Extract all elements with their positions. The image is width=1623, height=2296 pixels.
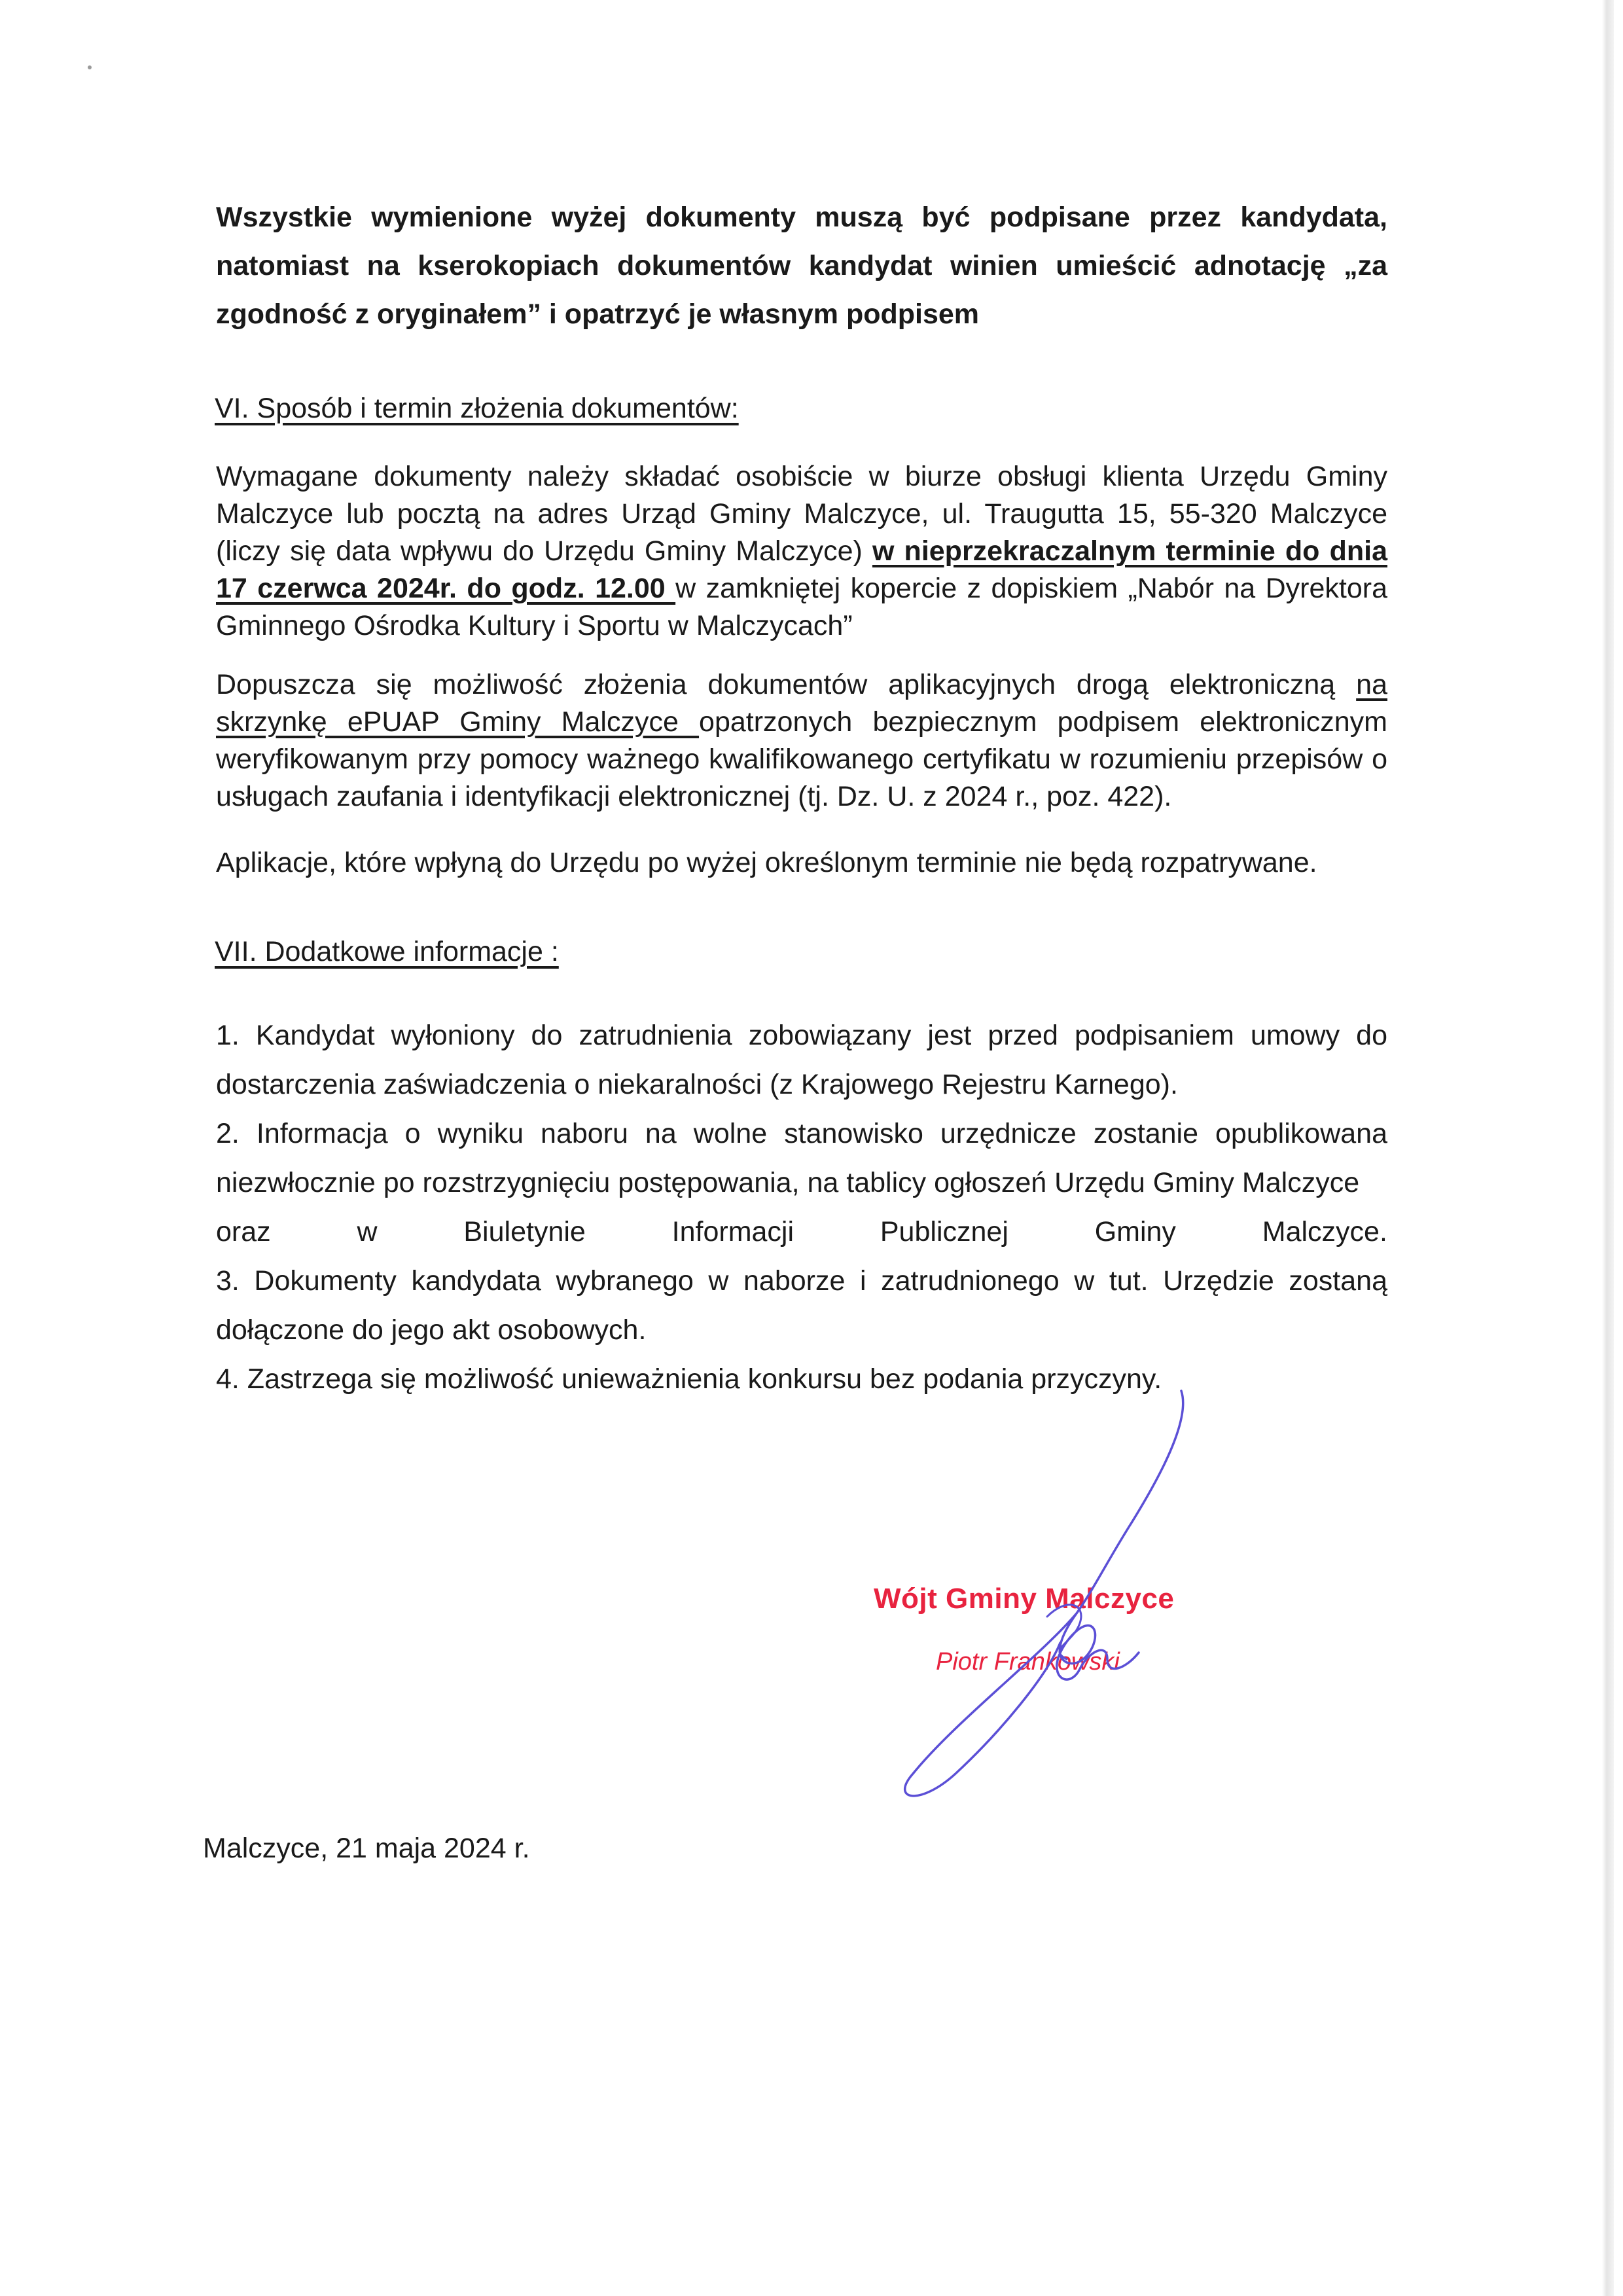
section-7-heading: VII. Dodatkowe informacje :: [215, 936, 559, 967]
scan-speck: [88, 65, 92, 69]
late-applications-paragraph: Aplikacje, które wpłyną do Urzędu po wyżej określonym terminie nie będą rozpatrywane.: [216, 847, 1317, 878]
list-item-2: 2. Informacja o wyniku naboru na wolne stanowisko urzędnicze zostanie opublikowana niezwłocznie po rozstrzygnięciu postępowania, na tablicy ogłoszeń Urzędu Gminy Malczyce: [216, 1118, 1387, 1198]
submission-paragraph: [216, 458, 1387, 645]
electronic-submission-paragraph: [216, 666, 1387, 816]
electronic-text-end: opatrzonych bezpiecznym podpisem elektronicznym weryfikowanym przy pomocy ważnego kwalifikowanego certyfikatu w rozumieniu przepisów o usługach zaufania i identyfikacji elektronicznej (tj. Dz. U. z 2024 r., poz. 422).: [216, 706, 1387, 812]
list-item-4: 4. Zastrzega się możliwość unieważnienia konkursu bez podania przyczyny.: [216, 1363, 1162, 1395]
list-item-2-last-line: [216, 1208, 1387, 1257]
submission-deadline: w nieprzekraczalnym terminie do dnia 17 czerwca 2024r. do godz. 12.00: [216, 535, 1387, 604]
spread-word: Informacji: [671, 1216, 794, 1247]
spread-word: Publicznej: [880, 1216, 1008, 1247]
intro-paragraph: Wszystkie wymienione wyżej dokumenty muszą być podpisane przez kandydata, natomiast na kserokopiach dokumentów kandydat winien umieścić adnotację „za zgodność z oryginałem” i opatrzyć je własnym podpisem: [216, 202, 1387, 330]
spread-word: w: [357, 1216, 378, 1247]
spread-word: oraz: [216, 1216, 271, 1247]
spread-word: Biuletynie: [463, 1216, 586, 1247]
scan-page-edge: [1602, 0, 1614, 2296]
stamp-title: Wójt Gminy Malczyce: [874, 1583, 1175, 1615]
submission-text-start: Wymagane dokumenty należy składać osobiście w biurze obsługi klienta Urzędu Gminy Malczyce lub pocztą na adres Urząd Gminy Malczyce, ul. Traugutta 15, 55-320 Malczyce (liczy się data wpływu do Urzędu Gminy Malczyce): [216, 461, 1387, 567]
stamp-name: Piotr Frankowski: [936, 1648, 1120, 1676]
section-6-heading: VI. Sposób i termin złożenia dokumentów:: [215, 393, 739, 424]
electronic-text-start: Dopuszcza się możliwość złożenia dokumentów aplikacyjnych drogą elektroniczną: [216, 669, 1357, 700]
spread-word: Malczyce.: [1262, 1216, 1387, 1247]
place-and-date: Malczyce, 21 maja 2024 r.: [203, 1833, 530, 1864]
additional-info-list: [216, 1011, 1387, 1404]
epuap-link[interactable]: na skrzynkę ePUAP Gminy Malczyce: [216, 669, 1387, 738]
list-item-1: 1. Kandydat wyłoniony do zatrudnienia zobowiązany jest przed podpisaniem umowy do dostarczenia zaświadczenia o niekaralności (z Krajowego Rejestru Karnego).: [216, 1020, 1387, 1100]
list-item-3: 3. Dokumenty kandydata wybranego w naborze i zatrudnionego w tut. Urzędzie zostaną dołączone do jego akt osobowych.: [216, 1265, 1387, 1346]
submission-text-end: w zamkniętej kopercie z dopiskiem „Nabór na Dyrektora Gminnego Ośrodka Kultury i Sportu w Malczycach”: [216, 573, 1387, 641]
handwritten-signature: [851, 1381, 1243, 1806]
spread-word: Gminy: [1094, 1216, 1176, 1247]
